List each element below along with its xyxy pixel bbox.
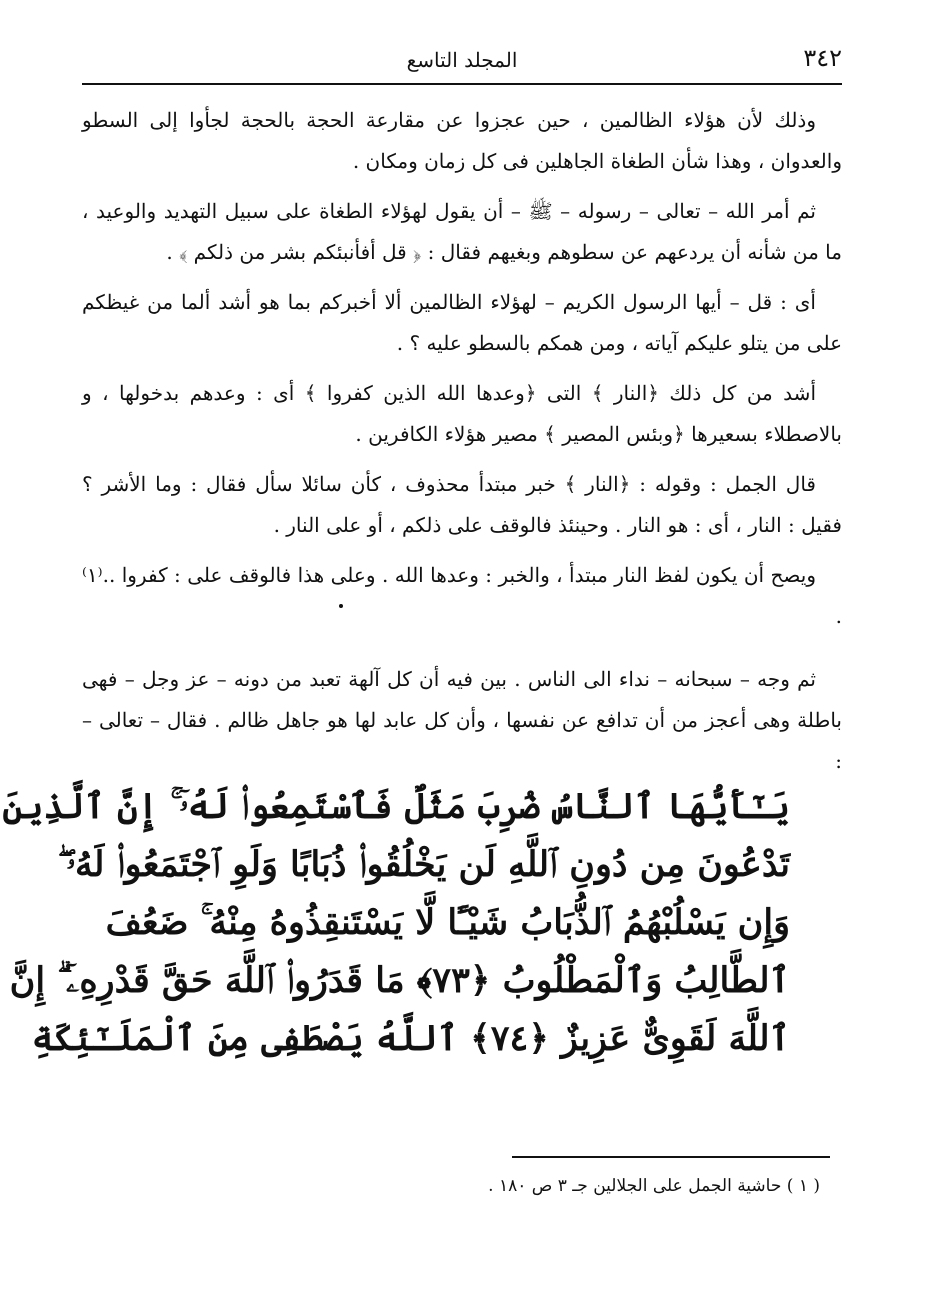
footnote-divider: [512, 1156, 830, 1158]
paragraph-4: أشد من كل ذلك ﴿النار ﴾ التى ﴿وعدها الله الذين كفروا ﴾ أى : وعدهم بدخولها ، و بالاصطلاء بسعيرها ﴿وبئس المصير ﴾ مصير هؤلاء الكافرين .: [82, 381, 842, 446]
paragraph-1: وذلك لأن هؤلاء الظالمين ، حين عجزوا عن مقارعة الحجة بالحجة لجأوا إلى السطو والعدوان ، وهذا شأن الطغاة الجاهلين فى كل زمان ومكان .: [82, 108, 842, 173]
verse-line-4: ٱلطَّالِبُ وَٱلْمَطْلُوبُ ﴿٧٣﴾ مَا قَدَرُوا۟ ٱللَّهَ حَقَّ قَدْرِهِۦٓ ۗ إِنَّ: [9, 960, 790, 1001]
verse-line-2: تَدْعُونَ مِن دُونِ ٱللَّهِ لَن يَخْلُقُوا۟ ذُبَابًا وَلَوِ ٱجْتَمَعُوا۟ لَهُۥ ۖ: [57, 844, 790, 885]
page-header: [82, 38, 842, 82]
verse-line-3: وَإِن يَسْلُبْهُمُ ٱلذُّبَابُ شَيْـًٔا لَّا يَسْتَنقِذُوهُ مِنْهُ ۚ ضَعُفَ: [105, 902, 790, 943]
page-number: ٣٤٢: [803, 44, 842, 72]
paragraph-7: ثم وجه – سبحانه – نداء الى الناس . بين فيه أن كل آلهة تعبد من دونه – عز وجل – فهى باطلة وهى أعجز من أن تدافع عن نفسها ، وأن كل عابد لها هو جاهل ظالم . فقال – تعالى – :: [82, 667, 842, 773]
volume-title: المجلد التاسع: [406, 48, 518, 72]
paragraph-3: أى : قل – أيها الرسول الكريم – لهؤلاء الظالمين ألا أخبركم بما هو أشد ألما من غيظكم على من يتلو عليكم آياته ، ومن همكم بالسطو عليه ؟ .: [82, 290, 842, 355]
verse-line-5: ٱللَّهَ لَقَوِىٌّ عَزِيزٌ ﴿٧٤﴾ ٱللَّهُ يَصْطَفِى مِنَ ٱلْمَلَـٰٓئِكَةِ: [31, 1018, 790, 1059]
body-text: [82, 100, 842, 791]
paragraph-6: ويصح أن يكون لفظ النار مبتدأ ، والخبر : وعدها الله . وعلى هذا فالوقف على : كفروا ..⁽١⁾ .: [82, 563, 842, 628]
header-divider: [82, 83, 842, 85]
print-speck: [339, 604, 343, 608]
paragraph-2: ثم أمر الله – تعالى – رسوله – ﷺ – أن يقول لهؤلاء الطغاة على سبيل التهديد والوعيد ، ما من شأنه أن يردعهم عن سطوهم وبغيهم فقال : ﴿ قل أفأنبئكم بشر من ذلكم ﴾ .: [82, 199, 842, 264]
quran-verse-block: [2, 778, 790, 1068]
footnote: ( ١ ) حاشية الجمل على الجلالين جـ ٣ ص ١٨٠ .: [488, 1176, 820, 1196]
verse-line-1: يَـٰٓأَيُّهَا ٱلنَّاسُ ضُرِبَ مَثَلٌ فَٱسْتَمِعُوا۟ لَهُۥٓ ۚ إِنَّ ٱلَّذِينَ: [2, 786, 790, 827]
paragraph-5: قال الجمل : وقوله : ﴿النار ﴾ خبر مبتدأ محذوف ، كأن سائلا سأل فقال : وما الأشر ؟ فقيل : النار ، أى : هو النار . وحينئذ فالوقف على ذلكم ، أو على النار .: [82, 472, 842, 537]
